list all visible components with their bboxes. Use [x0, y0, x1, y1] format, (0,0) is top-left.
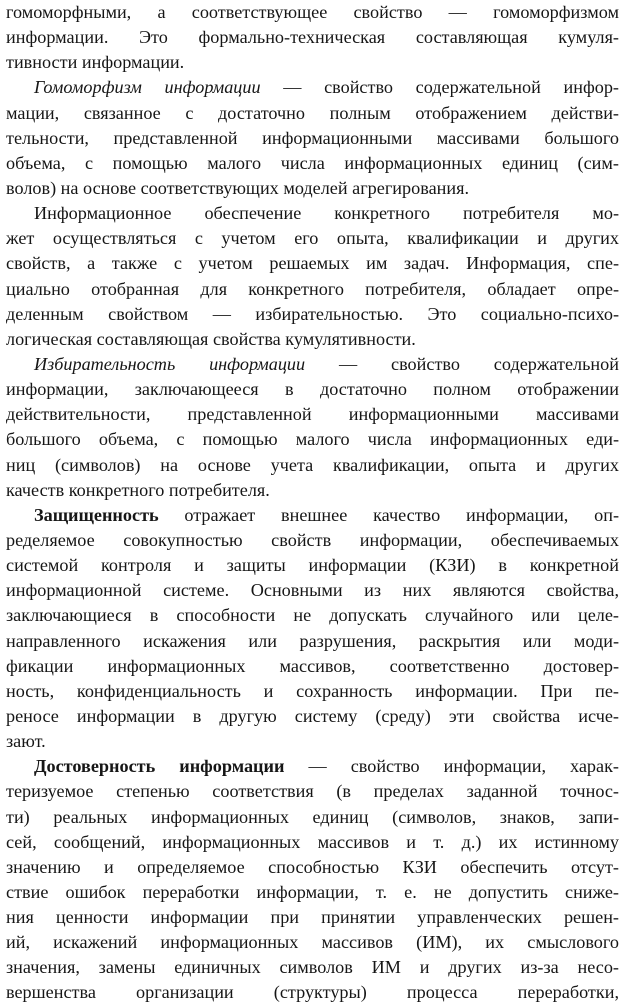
- text-line: [6, 226, 619, 251]
- text-line: [6, 754, 619, 779]
- bold-term: Достоверность информации: [34, 756, 285, 777]
- paragraph: [6, 503, 619, 754]
- text-run: информационной системе. Основными из них являются свойства,: [6, 580, 619, 601]
- text-line: [6, 453, 619, 478]
- bold-term: Защищенность: [34, 504, 159, 525]
- text-run: циально отобранная для конкретного потребителя, обладает опре-: [6, 278, 619, 299]
- text-run: логическая составляющая свойства кумулятивности.: [6, 328, 416, 349]
- paragraph: [6, 352, 619, 503]
- text-line: [6, 478, 619, 503]
- text-run: тивности информации.: [6, 52, 185, 73]
- text-line: [6, 352, 619, 377]
- text-run: свойств, а также с учетом решаемых им задач. Информация, спе-: [6, 253, 619, 274]
- text-run: объема, с помощью малого числа информационных единиц (сим-: [6, 152, 619, 173]
- text-run: информации, заключающееся в достаточно полном отображении: [6, 379, 619, 400]
- paragraph: [6, 75, 619, 201]
- text-line: [6, 377, 619, 402]
- text-line: [6, 503, 619, 528]
- text-run: ий, искажений информационных массивов (ИМ), их смыслового: [6, 932, 619, 953]
- text-line: [6, 201, 619, 226]
- text-run: ределяемое совокупностью свойств информации, обеспечиваемых: [6, 529, 619, 550]
- text-run: ния ценности информации при принятии управленческих решен-: [6, 907, 619, 928]
- text-line: [6, 101, 619, 126]
- text-line: [6, 327, 619, 352]
- text-run: волов) на основе соответствующих моделей агрегирования.: [6, 177, 470, 198]
- text-line: [6, 126, 619, 151]
- text-run: — свойство содержательной инфор-: [260, 77, 619, 98]
- text-run: ти) реальных информационных единиц (символов, знаков, запи-: [6, 806, 619, 827]
- text-run: действительности, представленной информационными массивами: [6, 404, 619, 425]
- text-run: — свойство информации, харак-: [284, 756, 619, 777]
- text-line: [6, 930, 619, 955]
- text-run: ствие ошибок переработки информации, т. е. не допустить сниже-: [6, 881, 619, 902]
- text-run: ность, конфиденциальность и сохранность информации. При пе-: [6, 680, 619, 701]
- text-line: [6, 779, 619, 804]
- text-line: [6, 704, 619, 729]
- text-run: вершенства организации (структуры) процесса переработки,: [6, 982, 619, 1003]
- text-run: теризуемое степенью соответствия (в пределах заданной точнос-: [6, 781, 619, 802]
- text-line: [6, 603, 619, 628]
- text-run: деленным свойством — избирательностью. Это социально-психо-: [6, 303, 619, 324]
- text-line: [6, 855, 619, 880]
- text-line: [6, 0, 619, 25]
- text-line: [6, 553, 619, 578]
- text-run: отражает внешнее качество информации, оп-: [158, 504, 619, 525]
- text-line: [6, 402, 619, 427]
- text-run: — свойство содержательной: [305, 353, 619, 374]
- italic-term: Гомоморфизм информации: [34, 77, 261, 98]
- text-line: [6, 654, 619, 679]
- text-line: [6, 176, 619, 201]
- text-line: [6, 302, 619, 327]
- paragraph: [6, 201, 619, 352]
- text-run: значения, замены единичных символов ИМ и других из-за несо-: [6, 957, 619, 978]
- text-line: [6, 50, 619, 75]
- text-line: [6, 980, 619, 1005]
- text-run: большого объема, с помощью малого числа информационных еди-: [6, 429, 619, 450]
- text-run: сей, сообщений, информационных массивов и т. д.) их истинному: [6, 831, 619, 852]
- italic-term: Избирательность информации: [34, 353, 306, 374]
- text-line: [6, 830, 619, 855]
- text-line: [6, 151, 619, 176]
- text-line: [6, 427, 619, 452]
- text-line: [6, 679, 619, 704]
- text-run: фикации информационных массивов, соответственно достовер-: [6, 655, 619, 676]
- paragraph: [6, 754, 619, 1005]
- text-run: направленного искажения или разрушения, раскрытия или моди-: [6, 630, 619, 651]
- text-line: [6, 25, 619, 50]
- text-run: мации, связанное с достаточно полным отображением действи-: [6, 102, 619, 123]
- text-run: качеств конкретного потребителя.: [6, 479, 270, 500]
- text-line: [6, 729, 619, 754]
- paragraph: [6, 0, 619, 75]
- text-line: [6, 805, 619, 830]
- text-run: жет осуществляться с учетом его опыта, квалификации и других: [6, 228, 619, 249]
- text-line: [6, 629, 619, 654]
- text-run: системой контроля и защиты информации (КЗИ) в конкретной: [6, 555, 619, 576]
- text-line: [6, 955, 619, 980]
- text-run: значению и определяемое способностью КЗИ обеспечить отсут-: [6, 856, 619, 877]
- text-run: Информационное обеспечение конкретного потребителя мо-: [34, 203, 619, 224]
- text-line: [6, 905, 619, 930]
- text-line: [6, 528, 619, 553]
- body-text: [6, 0, 619, 1006]
- text-line: [6, 880, 619, 905]
- text-run: зают.: [6, 731, 46, 752]
- text-run: тельности, представленной информационными массивами большого: [6, 127, 619, 148]
- text-line: [6, 251, 619, 276]
- text-run: ниц (символов) на основе учета квалификации, опыта и других: [6, 454, 619, 475]
- text-run: гомоморфными, а соответствующее свойство — гомоморфизмом: [6, 2, 619, 22]
- text-line: [6, 578, 619, 603]
- text-run: заключающиеся в способности не допускать случайного или целе-: [6, 605, 619, 626]
- text-line: [6, 75, 619, 100]
- text-line: [6, 277, 619, 302]
- text-run: реносе информации в другую систему (среду) эти свойства исче-: [6, 705, 619, 726]
- text-run: информации. Это формально-техническая составляющая кумуля-: [6, 27, 619, 48]
